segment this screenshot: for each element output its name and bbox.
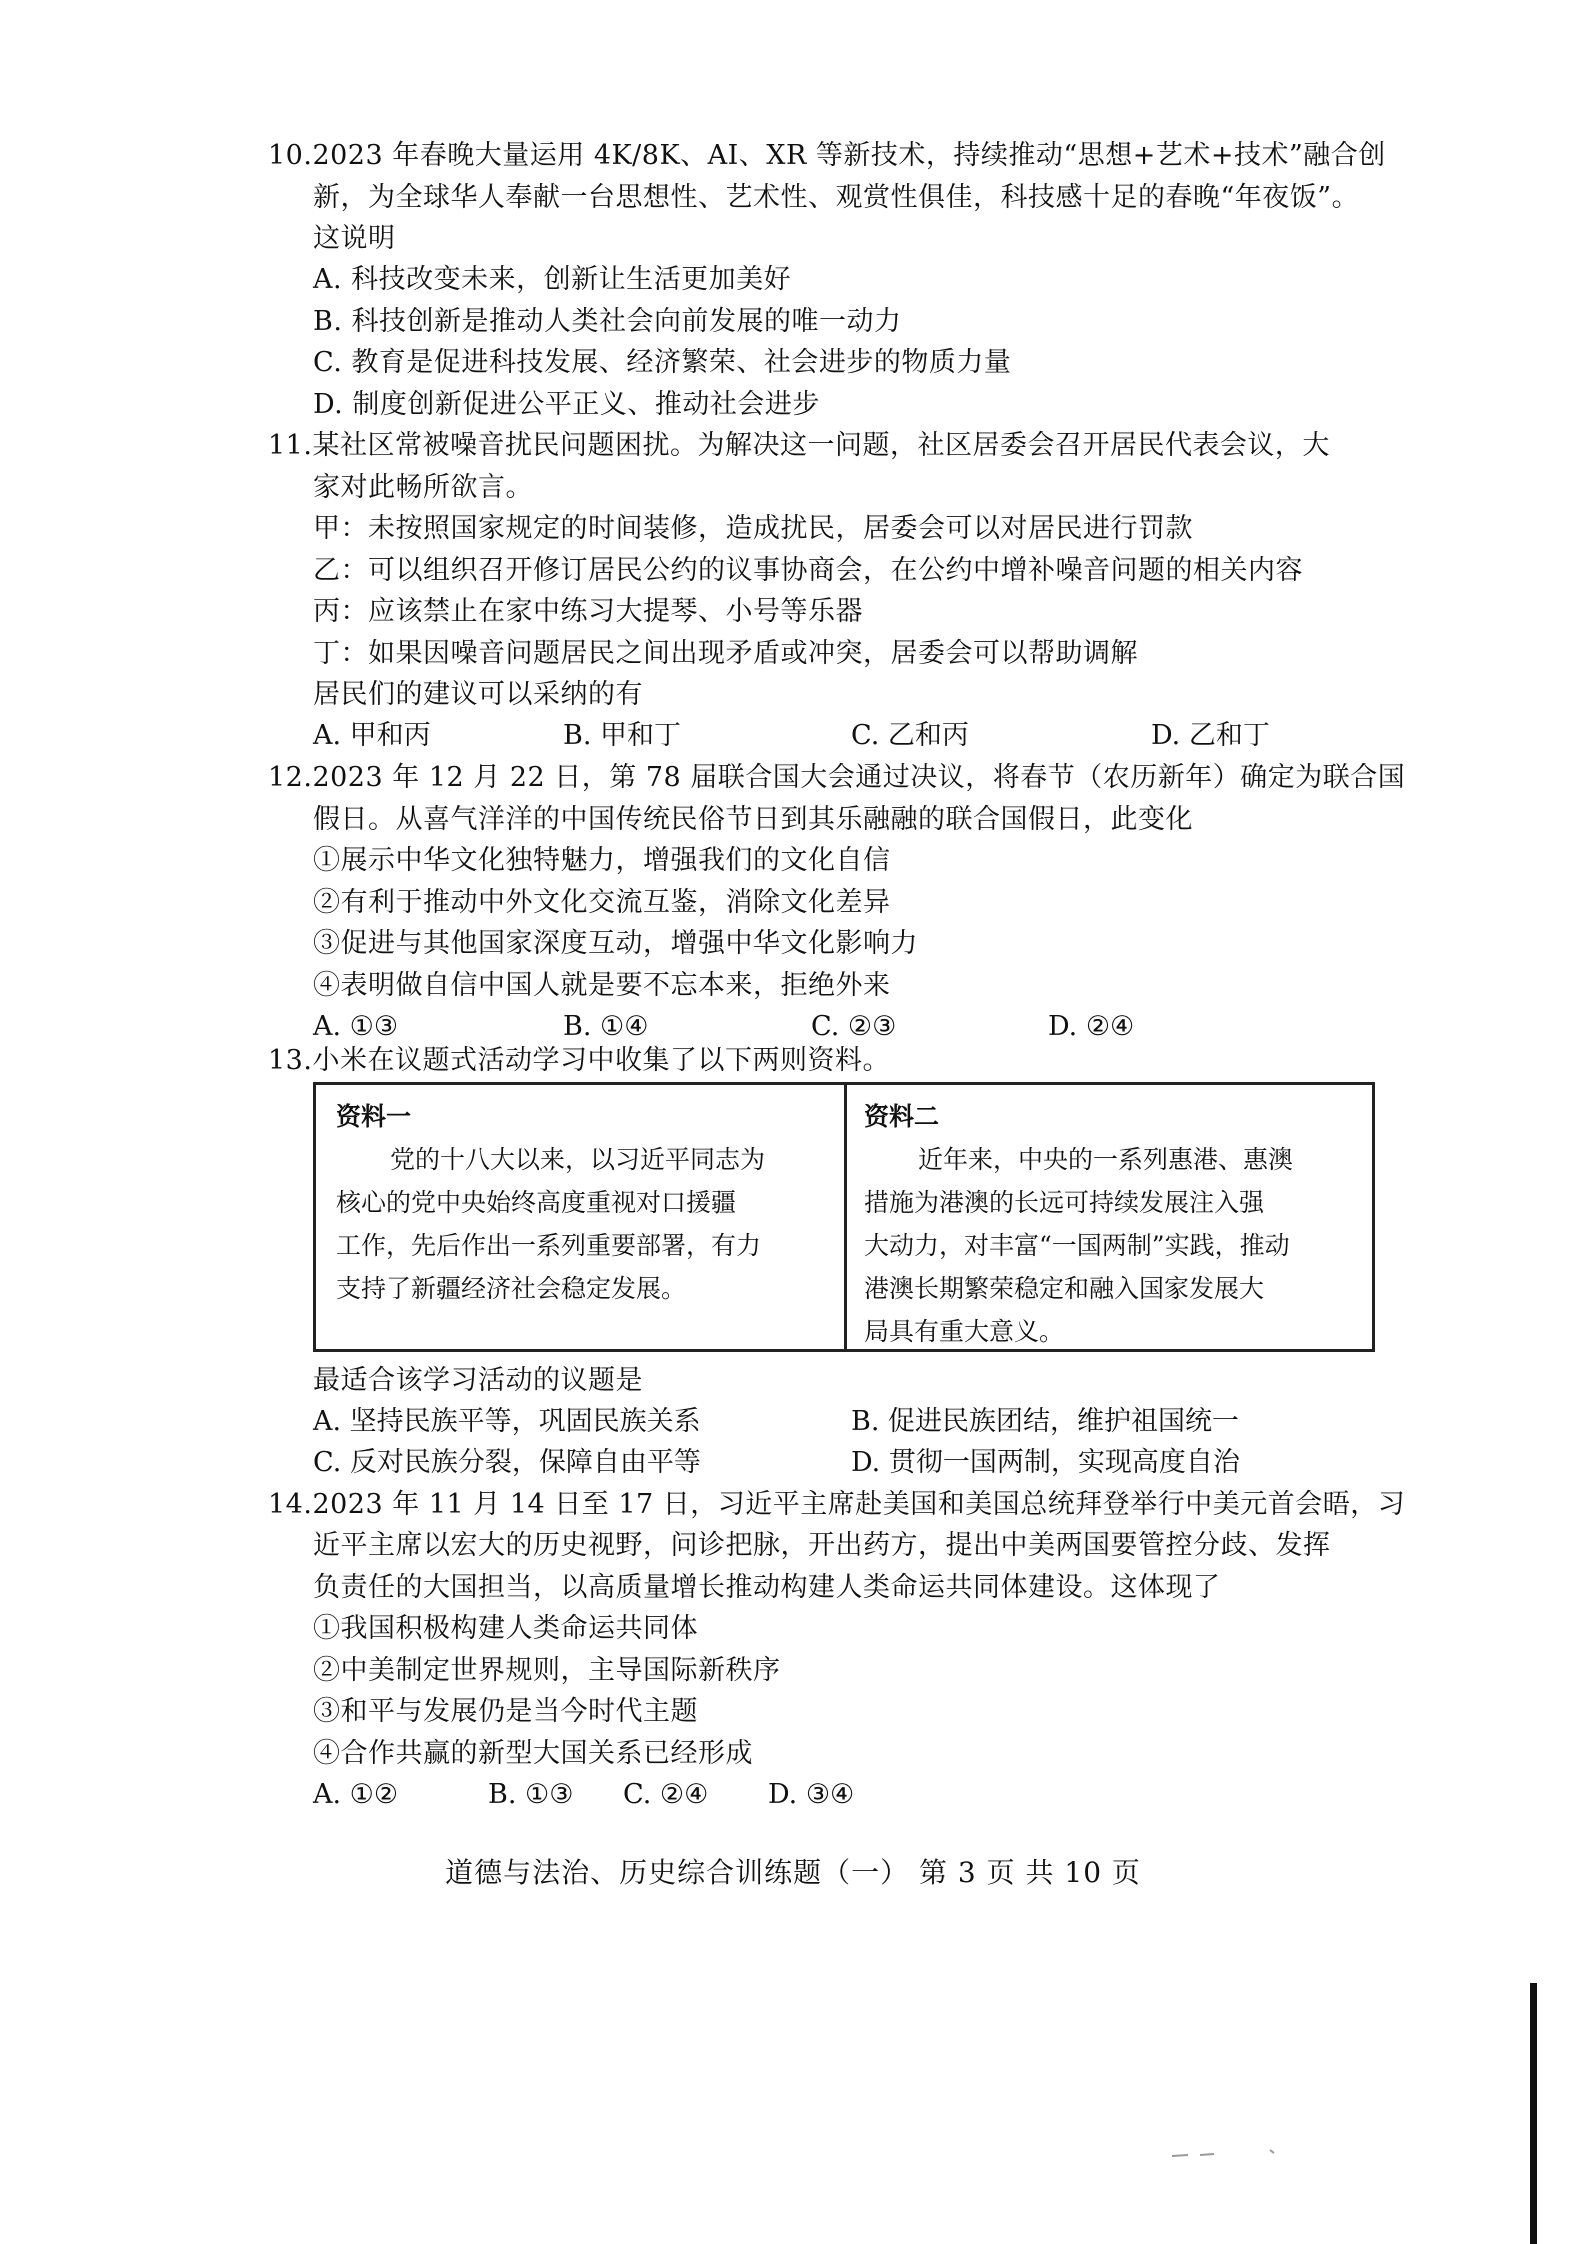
question-14-options bbox=[313, 1775, 1013, 1815]
material-1-line: 支持了新疆经济社会稳定发展。 bbox=[336, 1274, 687, 1303]
question-14-option-d: D. ③④ bbox=[768, 1779, 855, 1810]
question-12-statement-4: ④表明做自信中国人就是要不忘本来，拒绝外来 bbox=[313, 970, 891, 1001]
question-12-stem-line: 假日。从喜气洋洋的中国传统民俗节日到其乐融融的联合国假日，此变化 bbox=[313, 804, 1193, 835]
question-13-option-c: C. 反对民族分裂，保障自由平等 bbox=[313, 1447, 701, 1478]
material-2-line: 局具有重大意义。 bbox=[864, 1317, 1065, 1346]
question-14-option-b: B. ①③ bbox=[488, 1779, 574, 1810]
material-2-cell bbox=[864, 1095, 1359, 1353]
question-14-statement-1: ①我国积极构建人类命运共同体 bbox=[313, 1613, 698, 1644]
question-11-prompt: 居民们的建议可以采纳的有 bbox=[313, 679, 643, 710]
question-11-stem-line: 11.某社区常被噪音扰民问题困扰。为解决这一问题，社区居委会召开居民代表会议，大 bbox=[268, 430, 1330, 461]
question-11-stem-line: 家对此畅所欲言。 bbox=[313, 472, 533, 503]
question-12-statement-3: ③促进与其他国家深度互动，增强中华文化影响力 bbox=[313, 928, 918, 959]
question-14-stem-line: 近平主席以宏大的历史视野，问诊把脉，开出药方，提出中美两国要管控分歧、发挥 bbox=[313, 1530, 1331, 1561]
material-2-line: 近年来，中央的一系列惠港、惠澳 bbox=[918, 1145, 1294, 1174]
question-14-statement-3: ③和平与发展仍是当今时代主题 bbox=[313, 1696, 698, 1727]
question-10-stem-line: 10.2023 年春晚大量运用 4K/8K、AI、XR 等新技术，持续推动“思想+艺术+技术”融合创 bbox=[268, 140, 1386, 171]
page-footer: 道德与法治、历史综合训练题（一） 第 3 页 共 10 页 bbox=[445, 1856, 1141, 1889]
question-14-option-c: C. ②④ bbox=[623, 1779, 709, 1810]
question-12-option-d: D. ②④ bbox=[1048, 1011, 1135, 1042]
question-12-option-a: A. ①③ bbox=[313, 1011, 399, 1042]
question-11-option-d: D. 乙和丁 bbox=[1151, 720, 1270, 751]
question-12-option-b: B. ①④ bbox=[563, 1011, 649, 1042]
question-13-options-row-2 bbox=[313, 1443, 1413, 1483]
material-1-line: 党的十八大以来，以习近平同志为 bbox=[390, 1145, 766, 1174]
question-14-stem-line: 负责任的大国担当，以高质量增长推动构建人类命运共同体建设。这体现了 bbox=[313, 1572, 1221, 1603]
question-14-option-a: A. ①② bbox=[313, 1779, 399, 1810]
question-11-statement-jia: 甲：未按照国家规定的时间装修，造成扰民，居委会可以对居民进行罚款 bbox=[313, 513, 1193, 544]
materials-divider bbox=[844, 1085, 847, 1349]
question-10-option-b: B. 科技创新是推动人类社会向前发展的唯一动力 bbox=[313, 306, 902, 337]
material-1-line: 工作，先后作出一系列重要部署，有力 bbox=[336, 1231, 762, 1260]
material-1-title: 资料一 bbox=[336, 1102, 412, 1131]
question-13-options-row-1 bbox=[313, 1402, 1413, 1442]
question-10-option-d: D. 制度创新促进公平正义、推动社会进步 bbox=[313, 389, 820, 420]
material-1-line: 核心的党中央始终高度重视对口援疆 bbox=[336, 1188, 737, 1217]
question-13-prompt: 最适合该学习活动的议题是 bbox=[313, 1365, 643, 1396]
question-11-options bbox=[313, 716, 1413, 756]
question-12-option-c: C. ②③ bbox=[811, 1011, 897, 1042]
question-12-stem-line: 12.2023 年 12 月 22 日，第 78 届联合国大会通过决议，将春节（农历新年）确定为联合国 bbox=[268, 762, 1406, 793]
question-14-stem-line: 14.2023 年 11 月 14 日至 17 日，习近平主席赴美国和美国总统拜登举行中美元首会晤，习 bbox=[268, 1489, 1406, 1520]
question-12-statement-2: ②有利于推动中外文化交流互鉴，消除文化差异 bbox=[313, 887, 891, 918]
scan-edge-mark bbox=[1530, 1983, 1537, 2244]
material-2-title: 资料二 bbox=[864, 1102, 940, 1131]
question-12-statement-1: ①展示中华文化独特魅力，增强我们的文化自信 bbox=[313, 845, 891, 876]
question-13-option-a: A. 坚持民族平等，巩固民族关系 bbox=[313, 1406, 701, 1437]
question-10-option-a: A. 科技改变未来，创新让生活更加美好 bbox=[313, 264, 792, 295]
question-14-statement-2: ②中美制定世界规则，主导国际新秩序 bbox=[313, 1655, 781, 1686]
question-11-option-a: A. 甲和丙 bbox=[313, 720, 431, 751]
material-2-line: 措施为港澳的长远可持续发展注入强 bbox=[864, 1188, 1265, 1217]
question-13-option-d: D. 贯彻一国两制，实现高度自治 bbox=[851, 1447, 1240, 1478]
question-13-option-b: B. 促进民族团结，维护祖国统一 bbox=[851, 1406, 1240, 1437]
question-11-option-b: B. 甲和丁 bbox=[563, 720, 682, 751]
question-10-option-c: C. 教育是促进科技发展、经济繁荣、社会进步的物质力量 bbox=[313, 347, 1012, 378]
material-1-cell bbox=[336, 1095, 831, 1310]
question-14-statement-4: ④合作共赢的新型大国关系已经形成 bbox=[313, 1738, 753, 1769]
question-11-statement-bing: 丙：应该禁止在家中练习大提琴、小号等乐器 bbox=[313, 596, 863, 627]
question-11-option-c: C. 乙和丙 bbox=[851, 720, 969, 751]
materials-table bbox=[313, 1082, 1375, 1352]
question-11-statement-yi: 乙：可以组织召开修订居民公约的议事协商会，在公约中增补噪音问题的相关内容 bbox=[313, 555, 1303, 586]
question-13-intro: 13.小米在议题式活动学习中收集了以下两则资料。 bbox=[268, 1045, 890, 1076]
scan-smudge bbox=[1170, 2148, 1290, 2160]
material-2-line: 港澳长期繁荣稳定和融入国家发展大 bbox=[864, 1274, 1265, 1303]
question-11-statement-ding: 丁：如果因噪音问题居民之间出现矛盾或冲突，居委会可以帮助调解 bbox=[313, 638, 1138, 669]
question-10-stem-line: 这说明 bbox=[313, 223, 396, 254]
question-10-stem-line: 新，为全球华人奉献一台思想性、艺术性、观赏性俱佳，科技感十足的春晚“年夜饭”。 bbox=[313, 182, 1360, 213]
material-2-line: 大动力，对丰富“一国两制”实践，推动 bbox=[864, 1231, 1290, 1260]
